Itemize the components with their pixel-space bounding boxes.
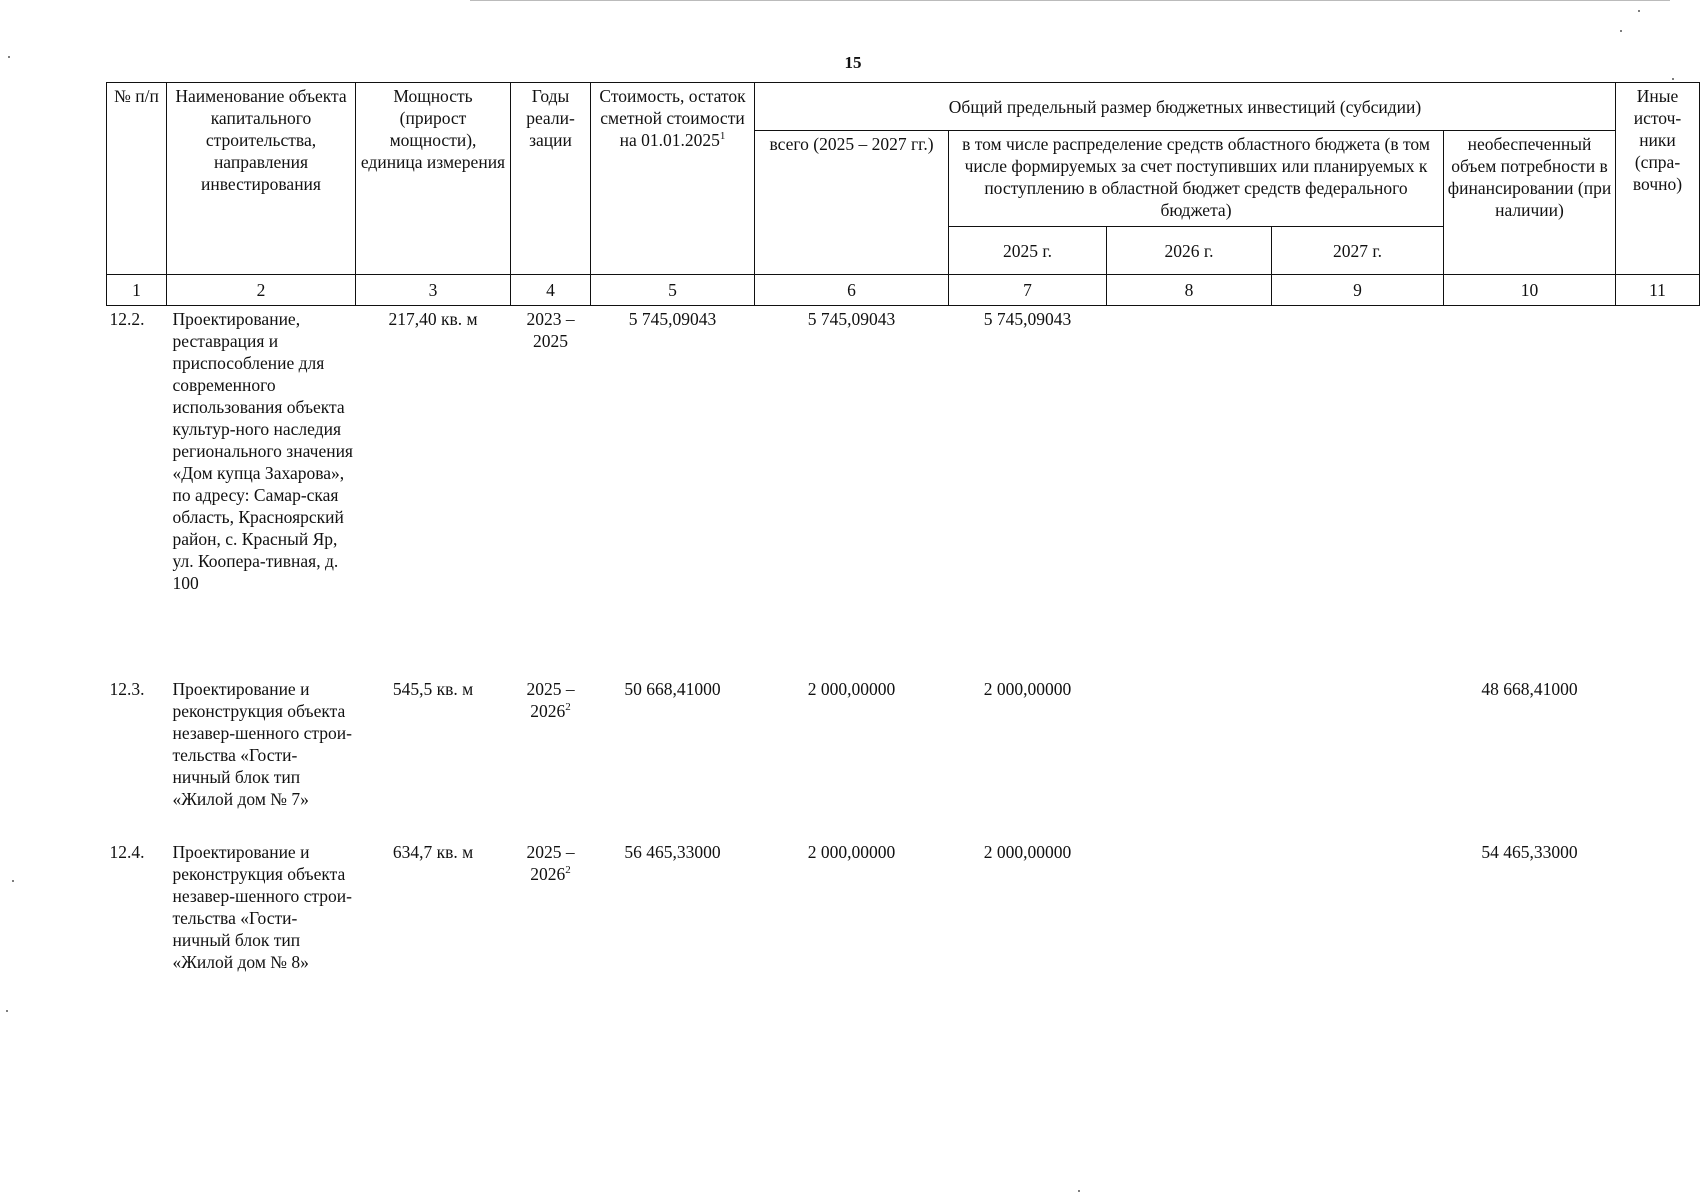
row-total: 5 745,09043 bbox=[807, 309, 896, 329]
row-years-start: 2023 – bbox=[526, 309, 575, 329]
header-general-limit: Общий предельный размер бюджетных инвестиций (субсидии) bbox=[755, 83, 1616, 131]
row-years-start: 2025 – bbox=[526, 679, 575, 699]
row-years bbox=[511, 306, 591, 677]
colnum-7: 7 bbox=[949, 275, 1107, 306]
row-cost: 50 668,41000 bbox=[624, 679, 721, 699]
table-row bbox=[107, 676, 1700, 839]
row-y2027 bbox=[1272, 676, 1444, 839]
row-capacity: 545,5 кв. м bbox=[392, 679, 474, 699]
row-unfunded: 48 668,41000 bbox=[1481, 679, 1578, 699]
row-name: Проектирование и реконструкция объекта незавер-шенного строи-тельства «Гости-ничный блок тип «Жилой дом № 8» bbox=[172, 842, 352, 972]
colnum-2: 2 bbox=[167, 275, 356, 306]
row-other bbox=[1616, 676, 1700, 839]
row-total: 2 000,00000 bbox=[807, 842, 896, 862]
header-capacity: Мощность (прирост мощности), единица измерения bbox=[356, 83, 511, 275]
row-years-end: 2026 bbox=[530, 864, 566, 884]
row-cost: 56 465,33000 bbox=[624, 842, 721, 862]
row-other bbox=[1616, 306, 1700, 677]
row-name: Проектирование и реконструкция объекта незавер-шенного строи-тельства «Гости-ничный блок тип «Жилой дом № 7» bbox=[172, 679, 352, 809]
colnum-10: 10 bbox=[1444, 275, 1616, 306]
column-numbers-row bbox=[107, 275, 1700, 306]
top-rule bbox=[470, 0, 1670, 1]
budget-investment-table bbox=[106, 82, 1700, 1009]
scan-speck bbox=[6, 1010, 8, 1012]
header-y2027: 2027 г. bbox=[1272, 227, 1444, 275]
table-row bbox=[107, 306, 1700, 677]
scan-speck bbox=[12, 880, 14, 882]
header-unfunded: необеспеченный объем потребности в финансировании (при наличии) bbox=[1444, 131, 1616, 275]
row-years bbox=[511, 839, 591, 1009]
row-years-footnote: 2 bbox=[565, 701, 571, 714]
row-y2027 bbox=[1272, 306, 1444, 677]
header-name: Наименование объекта капитального строительства, направления инвестирования bbox=[167, 83, 356, 275]
row-years bbox=[511, 676, 591, 839]
row-y2025: 5 745,09043 bbox=[983, 309, 1072, 329]
scan-speck bbox=[8, 56, 10, 58]
row-num: 12.2. bbox=[109, 309, 145, 329]
row-y2025: 2 000,00000 bbox=[983, 679, 1072, 699]
row-y2026 bbox=[1107, 306, 1272, 677]
colnum-1: 1 bbox=[107, 275, 167, 306]
colnum-8: 8 bbox=[1107, 275, 1272, 306]
row-capacity: 217,40 кв. м bbox=[388, 309, 478, 329]
row-years-footnote: 2 bbox=[565, 864, 571, 877]
row-unfunded: 54 465,33000 bbox=[1481, 842, 1578, 862]
header-distribution: в том числе распределение средств областного бюджета (в том числе формируемых за счет поступивших или планируемых к поступлению в областной бюджет средств федерального бюджета) bbox=[949, 131, 1444, 227]
header-num: № п/п bbox=[107, 83, 167, 275]
header-cost bbox=[591, 83, 755, 275]
row-years-end: 2025 bbox=[533, 331, 568, 351]
row-cost: 5 745,09043 bbox=[628, 309, 717, 329]
page-number: 15 bbox=[844, 53, 862, 72]
header-y2026: 2026 г. bbox=[1107, 227, 1272, 275]
scan-speck bbox=[1620, 30, 1622, 32]
header-cost-footnote: 1 bbox=[719, 130, 726, 143]
scan-speck bbox=[1672, 78, 1674, 80]
row-years-end: 2026 bbox=[530, 701, 566, 721]
row-name: Проектирование, реставрация и приспособление для современного использования объекта культур-ного наследия регионального значения «Дом купца Захарова», по адресу: Самар-ская область, Красноярский район, с. Красный Яр, ул. Коопера-тивная, д. 100 bbox=[172, 309, 353, 593]
row-unfunded bbox=[1444, 306, 1616, 677]
scan-speck bbox=[1078, 1190, 1080, 1192]
colnum-6: 6 bbox=[755, 275, 949, 306]
header-years: Годы реали-зации bbox=[511, 83, 591, 275]
colnum-9: 9 bbox=[1272, 275, 1444, 306]
colnum-5: 5 bbox=[591, 275, 755, 306]
header-y2025: 2025 г. bbox=[949, 227, 1107, 275]
row-other bbox=[1616, 839, 1700, 1009]
row-capacity: 634,7 кв. м bbox=[392, 842, 474, 862]
colnum-4: 4 bbox=[511, 275, 591, 306]
table-row bbox=[107, 839, 1700, 1009]
row-total: 2 000,00000 bbox=[807, 679, 896, 699]
colnum-3: 3 bbox=[356, 275, 511, 306]
row-y2026 bbox=[1107, 839, 1272, 1009]
row-num: 12.4. bbox=[109, 842, 145, 862]
colnum-11: 11 bbox=[1616, 275, 1700, 306]
header-cost-text: Стоимость, остаток сметной стоимости на 01.01.2025 bbox=[599, 86, 746, 150]
row-y2025: 2 000,00000 bbox=[983, 842, 1072, 862]
row-y2026 bbox=[1107, 676, 1272, 839]
row-y2027 bbox=[1272, 839, 1444, 1009]
header-other-sources: Иные источ-ники (спра-вочно) bbox=[1616, 83, 1700, 275]
row-num: 12.3. bbox=[109, 679, 145, 699]
row-years-start: 2025 – bbox=[526, 842, 575, 862]
scan-speck bbox=[1638, 10, 1640, 12]
header-total: всего (2025 – 2027 гг.) bbox=[755, 131, 949, 275]
